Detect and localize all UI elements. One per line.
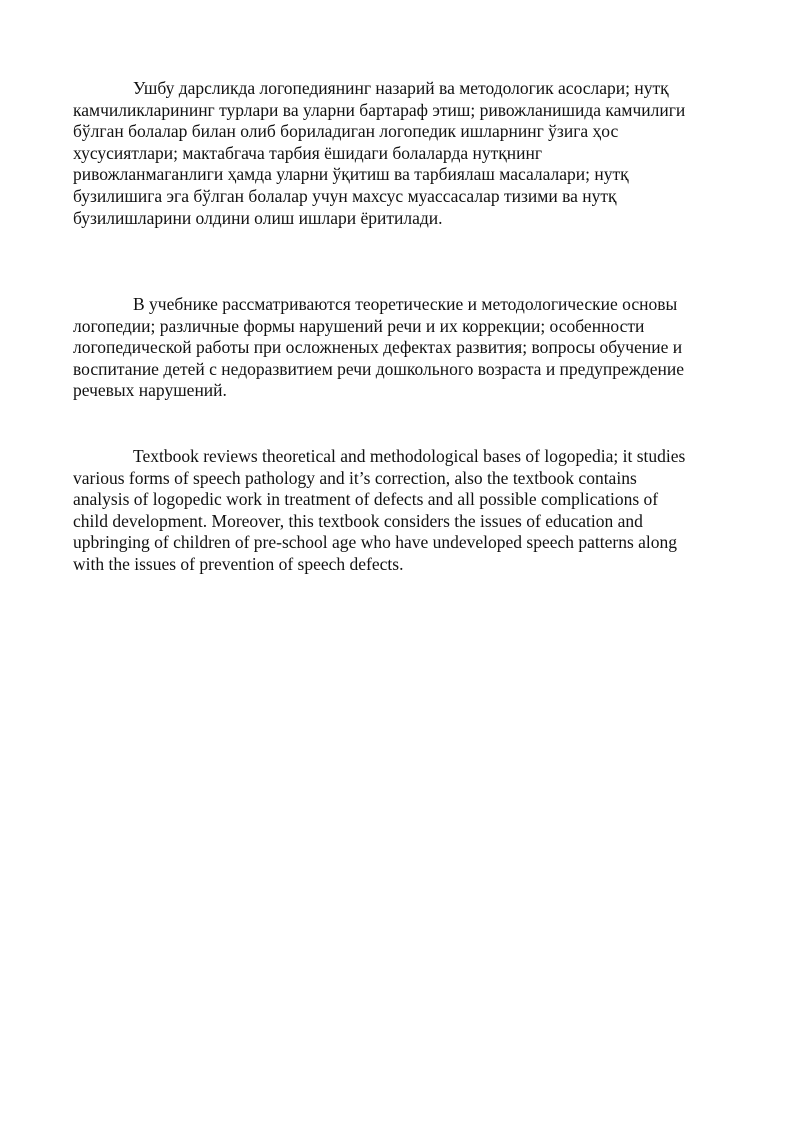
text-line: речевых нарушений. [73,380,227,401]
text-line: бузилишларини олдини олиш ишлари ёритилади. [73,207,443,228]
text-line: бўлган болалар билан олиб бориладиган логопедик ишларнинг ўзига ҳос [73,121,619,142]
text-line: ривожланмаганлиги ҳамда уларни ўқитиш ва тарбиялаш масалалари; нутқ [73,164,629,185]
text-line: логопедии; различные формы нарушений речи и их коррекции; особенности [73,315,645,336]
text-line: В учебнике рассматриваются теоретические и методологические основы [133,294,678,314]
paragraph-english [73,446,735,576]
paragraph-russian [73,294,735,402]
text-line: analysis of logopedic work in treatment of defects and all possible complications of [73,489,659,510]
text-line: upbringing of children of pre-school age who have undeveloped speech patterns along [73,532,678,553]
text-line: воспитание детей с недоразвитием речи дошкольного возраста и предупреждение [73,358,685,379]
text-line: child development. Moreover, this textbook considers the issues of education and [73,510,643,531]
text-line: бузилишига эга бўлган болалар учун махсус муассасалар тизими ва нутқ [73,185,617,206]
text-line: Textbook reviews theoretical and methodological bases of logopedia; it studies [133,446,686,466]
text-line: Ушбу дарсликда логопедиянинг назарий ва методологик асослари; нутқ [133,78,669,98]
text-line: камчиликларининг турлари ва уларни бартараф этиш; ривожланишида камчилиги [73,99,686,120]
text-line: with the issues of prevention of speech defects. [73,553,404,574]
text-line: хусусиятлари; мактабгача тарбия ёшидаги болаларда нутқнинг [73,142,543,163]
text-line: various forms of speech pathology and it’s correction, also the textbook contains [73,467,637,488]
paragraph-uzbek [73,78,735,229]
text-line: логопедической работы при осложненых дефектах развития; вопросы обучение и [73,337,683,358]
